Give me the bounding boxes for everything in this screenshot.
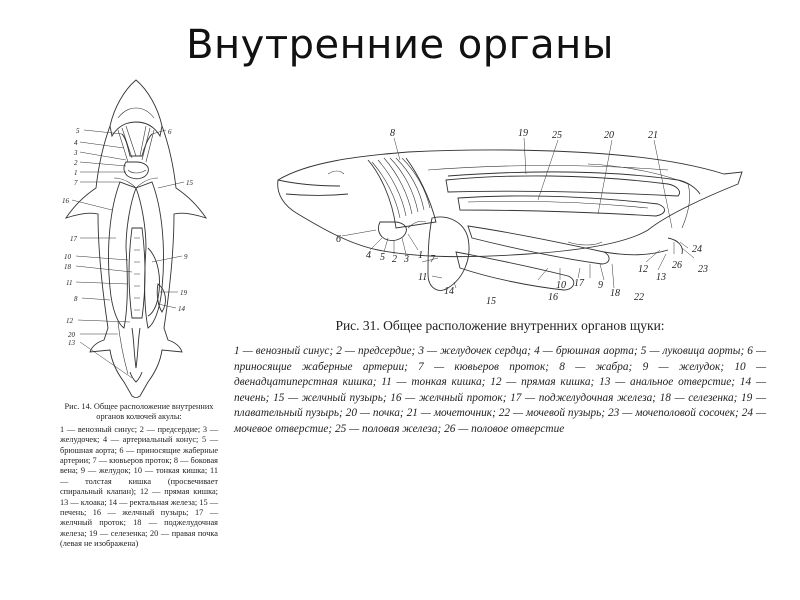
pike-figure-caption <box>234 318 766 438</box>
shark-label: 19 <box>180 289 187 297</box>
pike-label: 2 <box>392 254 397 265</box>
pike-label: 11 <box>418 272 428 283</box>
shark-label: 15 <box>186 179 193 187</box>
pike-label: 12 <box>638 264 648 275</box>
pike-label: 17 <box>574 278 584 289</box>
shark-label: 4 <box>74 139 78 147</box>
shark-label: 11 <box>66 279 73 287</box>
pike-label: 19 <box>518 128 528 139</box>
pike-drawing <box>268 118 748 314</box>
pike-caption-heading: Рис. 31. Общее расположение внутренних органов щуки: <box>335 318 665 333</box>
shark-label: 17 <box>70 235 77 243</box>
pike-label: 10 <box>556 280 566 291</box>
pike-label: 16 <box>548 292 558 303</box>
shark-label: 2 <box>74 159 78 167</box>
shark-drawing <box>62 78 210 398</box>
pike-label: 15 <box>486 296 496 307</box>
pike-anatomy-figure <box>268 118 748 314</box>
pike-caption-legend: 1 — венозный синус; 2 — предсердие; 3 — желудочек сердца; 4 — брюшная аорта; 5 — луковица аорты; 6 — приносящие жаберные артерии; 7 — кювьеров проток; 8 — жабра; 9 — желудок; 10 — двенадцатиперстная кишка; 11 — тонкая кишка; 12 — прямая кишка; 13 — анальное отверстие; 14 — печень; 15 — желчный пузырь; 16 — желчный проток; 17 — поджелудочная железа; 18 — селезенка; 19 — плавательный пузырь; 20 — почка; 21 — мочеточник; 22 — мочевой пузырь; 23 — мочеполовой сосочек; 24 — мочевое отверстие; 25 — половая железа; 26 — половое отверстие <box>234 345 766 435</box>
shark-label: 13 <box>68 339 75 347</box>
pike-label: 1 <box>418 250 423 261</box>
shark-label: 5 <box>76 127 80 135</box>
shark-label: 20 <box>68 331 75 339</box>
shark-label: 14 <box>178 305 185 313</box>
pike-label: 3 <box>404 254 409 265</box>
pike-label: 9 <box>598 280 603 291</box>
pike-label: 23 <box>698 264 708 275</box>
shark-label: 10 <box>64 253 71 261</box>
shark-label: 16 <box>62 197 69 205</box>
shark-caption-legend: 1 — венозный синус; 2 — предсердие; 3 — желудочек; 4 — артериальный конус; 5 — брюшная аорта; 6 — приносящие жаберные артерии; 7 — кювьеров проток; 8 — боковая вена; 9 — желудок; 10 — тонкая кишка; 11 — толстая кишка (просвечивает спиральный клапан); 12 — прямая кишка; 13 — клоака; 14 — ректальная железа; 15 — печень; 16 — желчный пузырь; 17 — желчный проток; 18 — поджелудочная железа; 19 — селезенка; 20 — правая почка (левая не изображена) <box>60 424 218 549</box>
shark-label: 9 <box>184 253 188 261</box>
shark-anatomy-figure <box>62 78 210 398</box>
shark-label: 1 <box>74 169 78 177</box>
pike-label: 5 <box>380 252 385 263</box>
shark-label: 6 <box>168 128 172 136</box>
shark-label: 12 <box>66 317 73 325</box>
pike-label: 25 <box>552 130 562 141</box>
pike-label: 13 <box>656 272 666 283</box>
pike-label: 26 <box>672 260 682 271</box>
shark-caption-heading: Рис. 14. Общее расположение внутренних органов колючей акулы: <box>64 402 214 422</box>
shark-label: 8 <box>74 295 78 303</box>
pike-label: 24 <box>692 244 702 255</box>
pike-label: 14 <box>444 286 454 297</box>
pike-label: 7 <box>430 254 435 265</box>
pike-label: 4 <box>366 250 371 261</box>
shark-label: 18 <box>64 263 71 271</box>
shark-figure-caption <box>60 402 218 550</box>
pike-label: 20 <box>604 130 614 141</box>
pike-label: 22 <box>634 292 644 303</box>
shark-label: 3 <box>74 149 78 157</box>
pike-label: 6 <box>336 234 341 245</box>
pike-label: 21 <box>648 130 658 141</box>
pike-label: 18 <box>610 288 620 299</box>
shark-label: 7 <box>74 179 78 187</box>
pike-label: 8 <box>390 128 395 139</box>
slide-title: Внутренние органы <box>186 22 614 68</box>
